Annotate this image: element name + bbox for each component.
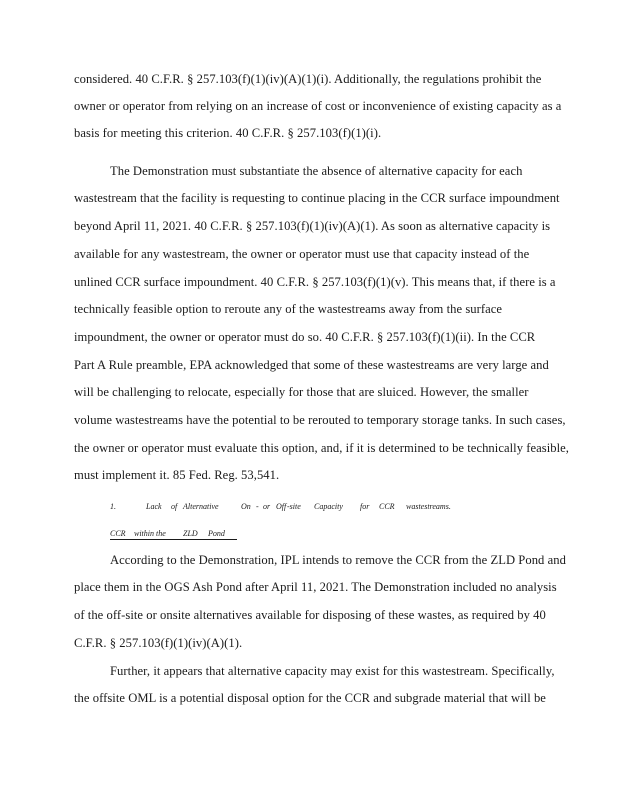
text-line: available for any wastestream, the owner or operator must use that capacity instead of the <box>74 247 530 261</box>
heading-word: Off <box>276 502 287 511</box>
text-line: According to the Demonstration, IPL intends to remove the CCR from the ZLD Pond and <box>110 553 566 567</box>
heading-word: Lack <box>146 502 162 511</box>
text-line: place them in the OGS Ash Pond after April 11, 2021. The Demonstration included no analysis <box>74 580 557 594</box>
heading-word: for <box>360 502 370 511</box>
text-line: the owner or operator must evaluate this option, and, if it is determined to be technically feasible, <box>74 441 570 455</box>
heading-word: On <box>241 502 251 511</box>
text-line: Part A Rule preamble, EPA acknowledged that some of these wastestreams are very large and <box>74 358 549 372</box>
text-line: must implement it. 85 Fed. Reg. 53,541. <box>74 468 280 482</box>
text-line: will be challenging to relocate, especially for those that are sluiced. However, the smaller <box>74 385 529 399</box>
heading-word: ZLD <box>183 529 198 538</box>
heading-word: Capacity <box>314 502 343 511</box>
heading-word: Alternative <box>183 502 219 511</box>
heading-underline <box>110 539 237 540</box>
text-line: volume wastestreams have the potential to be rerouted to temporary storage tanks. In such cases, <box>74 413 566 427</box>
text-line: the offsite OML is a potential disposal option for the CCR and subgrade material that will be <box>74 691 546 705</box>
heading-word: - <box>256 502 259 511</box>
text-line: of the off-site or onsite alternatives available for disposing of these wastes, as required by 40 <box>74 608 546 622</box>
heading-word: of <box>171 502 178 511</box>
heading-word: wastestreams. <box>406 502 451 511</box>
heading-word: or <box>263 502 271 511</box>
text-line: Further, it appears that alternative capacity may exist for this wastestream. Specifically, <box>110 664 555 678</box>
text-line: The Demonstration must substantiate the absence of alternative capacity for each <box>110 164 523 178</box>
heading-word: CCR <box>379 502 395 511</box>
heading-word: -site <box>287 502 301 511</box>
text-line: basis for meeting this criterion. 40 C.F.R. § 257.103(f)(1)(i). <box>74 126 382 140</box>
text-line: C.F.R. § 257.103(f)(1)(iv)(A)(1). <box>74 636 243 650</box>
heading-word: within the <box>134 529 166 538</box>
heading-word: CCR <box>110 529 126 538</box>
text-line: beyond April 11, 2021. 40 C.F.R. § 257.103(f)(1)(iv)(A)(1). As soon as alternative capacity is <box>74 219 551 233</box>
heading-word: Pond <box>208 529 225 538</box>
text-line: owner or operator from relying on an increase of cost or inconvenience of existing capacity as a <box>74 99 562 113</box>
text-line: considered. 40 C.F.R. § 257.103(f)(1)(iv)(A)(1)(i). Additionally, the regulations prohibit the <box>74 72 542 86</box>
heading-number: 1. <box>110 502 116 511</box>
text-line: impoundment, the owner or operator must do so. 40 C.F.R. § 257.103(f)(1)(ii). In the CCR <box>74 330 536 344</box>
text-line: wastestream that the facility is requesting to continue placing in the CCR surface impoundment <box>74 191 560 205</box>
text-line: technically feasible option to reroute any of the wastestreams away from the surface <box>74 302 503 316</box>
text-line: unlined CCR surface impoundment. 40 C.F.R. § 257.103(f)(1)(v). This means that, if there is a <box>74 275 556 289</box>
